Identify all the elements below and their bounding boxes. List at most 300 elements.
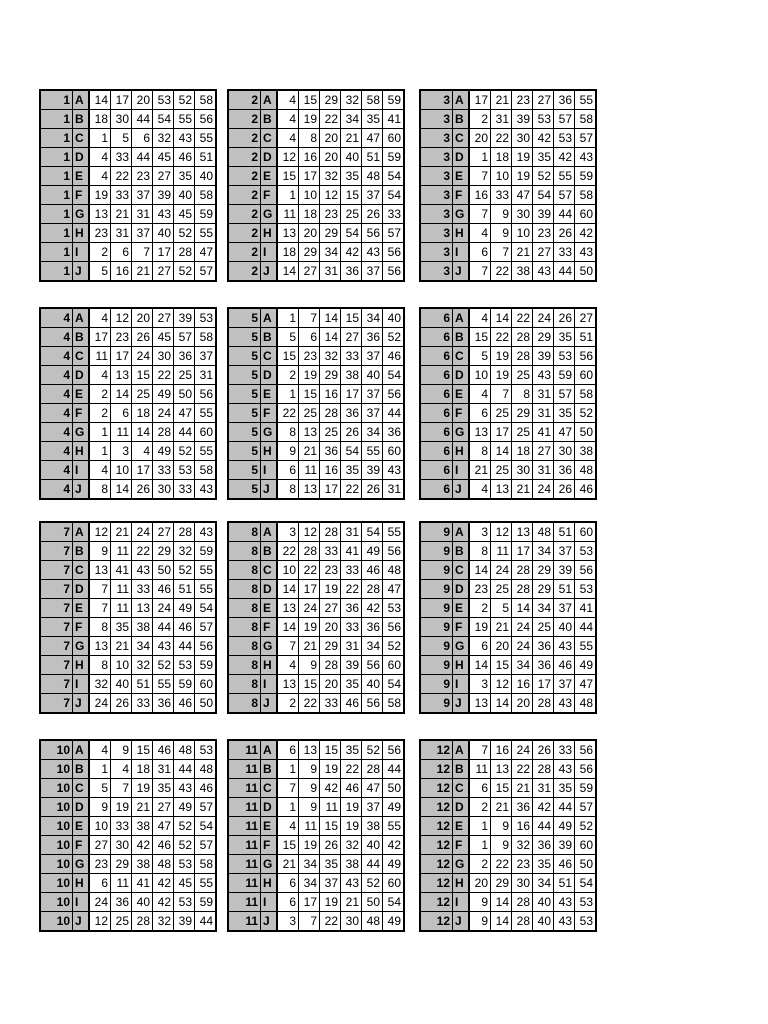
number-cell: 50 bbox=[362, 893, 383, 912]
number-cell: 35 bbox=[174, 167, 195, 186]
number-cell: 34 bbox=[533, 599, 554, 618]
number-cell: 43 bbox=[341, 874, 362, 893]
number-cell: 54 bbox=[533, 186, 554, 205]
number-cell: 42 bbox=[554, 148, 575, 167]
number-cell: 6 bbox=[277, 461, 299, 480]
number-cell: 20 bbox=[320, 675, 341, 694]
number-cell: 44 bbox=[195, 912, 217, 932]
number-cell: 24 bbox=[132, 347, 153, 366]
number-cell: 57 bbox=[575, 798, 597, 817]
number-cell: 52 bbox=[575, 404, 597, 423]
number-cell: 31 bbox=[153, 760, 174, 779]
row-letter: I bbox=[261, 243, 278, 262]
number-cell: 7 bbox=[469, 262, 491, 282]
row-letter: F bbox=[73, 836, 90, 855]
number-cell: 40 bbox=[195, 167, 217, 186]
number-cell: 34 bbox=[512, 656, 533, 675]
block-number: 10 bbox=[40, 760, 73, 779]
number-cell: 49 bbox=[575, 656, 597, 675]
number-cell: 58 bbox=[575, 110, 597, 129]
number-cell: 30 bbox=[111, 110, 132, 129]
number-cell: 37 bbox=[320, 874, 341, 893]
block-number: 8 bbox=[228, 694, 261, 714]
block-number: 11 bbox=[228, 893, 261, 912]
number-cell: 15 bbox=[299, 385, 320, 404]
table-row bbox=[420, 740, 596, 760]
number-block-2 bbox=[227, 89, 405, 282]
number-cell: 58 bbox=[195, 461, 217, 480]
number-cell: 19 bbox=[299, 110, 320, 129]
number-cell: 9 bbox=[89, 798, 111, 817]
number-cell: 13 bbox=[469, 694, 491, 714]
number-cell: 22 bbox=[341, 760, 362, 779]
number-cell: 25 bbox=[533, 618, 554, 637]
table-row bbox=[420, 580, 596, 599]
number-cell: 21 bbox=[341, 129, 362, 148]
number-cell: 3 bbox=[277, 912, 299, 932]
number-cell: 2 bbox=[277, 366, 299, 385]
number-cell: 37 bbox=[362, 262, 383, 282]
number-cell: 42 bbox=[153, 874, 174, 893]
number-cell: 51 bbox=[174, 580, 195, 599]
table-row bbox=[420, 205, 596, 224]
number-cell: 43 bbox=[153, 637, 174, 656]
number-cell: 49 bbox=[554, 817, 575, 836]
number-cell: 13 bbox=[132, 599, 153, 618]
table-row bbox=[40, 580, 216, 599]
number-cell: 56 bbox=[575, 347, 597, 366]
row-letter: G bbox=[73, 855, 90, 874]
number-cell: 32 bbox=[512, 836, 533, 855]
number-cell: 23 bbox=[512, 90, 533, 110]
row-letter: A bbox=[261, 522, 278, 542]
number-cell: 44 bbox=[153, 618, 174, 637]
number-cell: 30 bbox=[512, 461, 533, 480]
row-letter: B bbox=[73, 542, 90, 561]
number-cell: 6 bbox=[469, 404, 491, 423]
number-cell: 30 bbox=[554, 442, 575, 461]
number-cell: 42 bbox=[320, 779, 341, 798]
number-cell: 34 bbox=[299, 855, 320, 874]
number-cell: 1 bbox=[277, 186, 299, 205]
number-cell: 36 bbox=[362, 618, 383, 637]
number-cell: 41 bbox=[383, 110, 405, 129]
number-cell: 54 bbox=[341, 224, 362, 243]
number-cell: 17 bbox=[111, 347, 132, 366]
block-number: 11 bbox=[228, 912, 261, 932]
block-number: 2 bbox=[228, 110, 261, 129]
block-number: 5 bbox=[228, 423, 261, 442]
row-letter: I bbox=[73, 893, 90, 912]
number-cell: 36 bbox=[320, 442, 341, 461]
number-cell: 33 bbox=[341, 561, 362, 580]
number-cell: 36 bbox=[174, 347, 195, 366]
number-cell: 49 bbox=[174, 599, 195, 618]
row-letter: J bbox=[453, 480, 470, 500]
number-cell: 52 bbox=[174, 262, 195, 282]
number-cell: 31 bbox=[195, 366, 217, 385]
number-cell: 59 bbox=[195, 656, 217, 675]
number-cell: 17 bbox=[132, 461, 153, 480]
row-letter: A bbox=[73, 740, 90, 760]
number-cell: 13 bbox=[299, 423, 320, 442]
block-number: 1 bbox=[40, 129, 73, 148]
number-cell: 13 bbox=[512, 522, 533, 542]
number-cell: 12 bbox=[89, 522, 111, 542]
row-letter: J bbox=[73, 262, 90, 282]
table-row bbox=[420, 442, 596, 461]
block-number: 12 bbox=[420, 855, 453, 874]
number-cell: 14 bbox=[469, 561, 491, 580]
block-number: 2 bbox=[228, 148, 261, 167]
number-cell: 43 bbox=[554, 694, 575, 714]
block-number: 12 bbox=[420, 874, 453, 893]
row-letter: J bbox=[261, 262, 278, 282]
number-cell: 44 bbox=[383, 404, 405, 423]
row-letter: A bbox=[453, 740, 470, 760]
row-letter: G bbox=[261, 637, 278, 656]
number-cell: 23 bbox=[512, 855, 533, 874]
table-row bbox=[420, 599, 596, 618]
number-cell: 60 bbox=[195, 423, 217, 442]
block-number: 9 bbox=[420, 694, 453, 714]
number-cell: 3 bbox=[469, 522, 491, 542]
number-cell: 52 bbox=[174, 561, 195, 580]
number-cell: 55 bbox=[153, 675, 174, 694]
block-number: 2 bbox=[228, 167, 261, 186]
number-cell: 17 bbox=[153, 243, 174, 262]
number-cell: 21 bbox=[111, 522, 132, 542]
number-cell: 26 bbox=[554, 308, 575, 328]
table-row bbox=[40, 129, 216, 148]
number-cell: 41 bbox=[575, 599, 597, 618]
number-cell: 20 bbox=[512, 694, 533, 714]
number-cell: 7 bbox=[277, 779, 299, 798]
number-cell: 40 bbox=[362, 675, 383, 694]
number-cell: 26 bbox=[533, 740, 554, 760]
number-cell: 57 bbox=[554, 385, 575, 404]
number-cell: 53 bbox=[153, 90, 174, 110]
number-cell: 46 bbox=[174, 148, 195, 167]
number-cell: 29 bbox=[320, 224, 341, 243]
block-number: 3 bbox=[420, 148, 453, 167]
number-cell: 9 bbox=[299, 798, 320, 817]
number-cell: 36 bbox=[512, 798, 533, 817]
number-block-8 bbox=[227, 521, 405, 714]
number-cell: 35 bbox=[111, 618, 132, 637]
number-cell: 19 bbox=[111, 798, 132, 817]
number-cell: 20 bbox=[299, 224, 320, 243]
number-cell: 33 bbox=[554, 243, 575, 262]
number-cell: 28 bbox=[174, 522, 195, 542]
number-cell: 37 bbox=[195, 347, 217, 366]
number-cell: 32 bbox=[153, 129, 174, 148]
block-number: 9 bbox=[420, 637, 453, 656]
number-cell: 52 bbox=[174, 224, 195, 243]
number-cell: 10 bbox=[111, 656, 132, 675]
table-row bbox=[228, 637, 404, 656]
row-letter: D bbox=[261, 798, 278, 817]
number-cell: 54 bbox=[383, 366, 405, 385]
number-cell: 19 bbox=[89, 186, 111, 205]
number-block-9 bbox=[419, 521, 597, 714]
number-cell: 12 bbox=[491, 522, 512, 542]
number-cell: 49 bbox=[383, 912, 405, 932]
number-cell: 44 bbox=[174, 423, 195, 442]
number-cell: 28 bbox=[512, 328, 533, 347]
table-row bbox=[228, 129, 404, 148]
number-cell: 36 bbox=[111, 893, 132, 912]
number-cell: 14 bbox=[320, 308, 341, 328]
number-block-12 bbox=[419, 739, 597, 932]
table-row bbox=[420, 243, 596, 262]
number-cell: 32 bbox=[341, 90, 362, 110]
block-number: 2 bbox=[228, 224, 261, 243]
row-letter: I bbox=[261, 461, 278, 480]
number-cell: 57 bbox=[195, 836, 217, 855]
block-number: 8 bbox=[228, 522, 261, 542]
number-cell: 22 bbox=[491, 262, 512, 282]
number-cell: 47 bbox=[174, 404, 195, 423]
number-block-11 bbox=[227, 739, 405, 932]
number-cell: 58 bbox=[195, 855, 217, 874]
number-cell: 36 bbox=[533, 836, 554, 855]
number-cell: 41 bbox=[132, 874, 153, 893]
number-cell: 21 bbox=[512, 480, 533, 500]
number-cell: 18 bbox=[132, 760, 153, 779]
number-cell: 52 bbox=[174, 90, 195, 110]
number-cell: 15 bbox=[469, 328, 491, 347]
number-cell: 59 bbox=[383, 90, 405, 110]
table-row bbox=[420, 129, 596, 148]
number-cell: 19 bbox=[491, 366, 512, 385]
number-cell: 13 bbox=[299, 480, 320, 500]
table-row bbox=[420, 817, 596, 836]
number-cell: 17 bbox=[111, 90, 132, 110]
number-cell: 17 bbox=[299, 580, 320, 599]
block-number: 12 bbox=[420, 798, 453, 817]
number-cell: 27 bbox=[153, 308, 174, 328]
number-cell: 27 bbox=[299, 262, 320, 282]
number-cell: 37 bbox=[362, 404, 383, 423]
number-cell: 60 bbox=[575, 366, 597, 385]
number-cell: 25 bbox=[174, 366, 195, 385]
number-cell: 47 bbox=[362, 129, 383, 148]
number-cell: 48 bbox=[174, 740, 195, 760]
number-cell: 5 bbox=[89, 779, 111, 798]
table-row bbox=[228, 675, 404, 694]
number-cell: 25 bbox=[111, 912, 132, 932]
row-letter: D bbox=[73, 148, 90, 167]
number-cell: 36 bbox=[554, 461, 575, 480]
number-cell: 22 bbox=[132, 542, 153, 561]
table-row bbox=[420, 308, 596, 328]
number-cell: 52 bbox=[362, 874, 383, 893]
block-number: 3 bbox=[420, 167, 453, 186]
number-cell: 52 bbox=[575, 817, 597, 836]
number-cell: 6 bbox=[111, 404, 132, 423]
number-cell: 59 bbox=[575, 779, 597, 798]
number-cell: 54 bbox=[383, 893, 405, 912]
table-row bbox=[228, 855, 404, 874]
table-row bbox=[420, 423, 596, 442]
table-row bbox=[228, 347, 404, 366]
number-cell: 4 bbox=[469, 308, 491, 328]
number-cell: 41 bbox=[111, 561, 132, 580]
number-cell: 37 bbox=[362, 186, 383, 205]
block-number: 11 bbox=[228, 779, 261, 798]
number-cell: 7 bbox=[132, 243, 153, 262]
block-number: 6 bbox=[420, 347, 453, 366]
number-cell: 51 bbox=[554, 874, 575, 893]
number-cell: 47 bbox=[153, 817, 174, 836]
number-cell: 58 bbox=[362, 90, 383, 110]
number-cell: 43 bbox=[195, 480, 217, 500]
number-cell: 36 bbox=[341, 599, 362, 618]
block-number: 11 bbox=[228, 874, 261, 893]
number-cell: 59 bbox=[383, 148, 405, 167]
number-cell: 9 bbox=[111, 740, 132, 760]
number-cell: 8 bbox=[277, 423, 299, 442]
number-cell: 56 bbox=[575, 740, 597, 760]
block-number: 6 bbox=[420, 461, 453, 480]
row-letter: F bbox=[73, 186, 90, 205]
block-number: 10 bbox=[40, 836, 73, 855]
number-cell: 48 bbox=[153, 855, 174, 874]
block-number: 5 bbox=[228, 347, 261, 366]
number-cell: 22 bbox=[299, 694, 320, 714]
number-cell: 46 bbox=[153, 836, 174, 855]
number-cell: 38 bbox=[512, 262, 533, 282]
number-cell: 11 bbox=[111, 599, 132, 618]
number-cell: 23 bbox=[469, 580, 491, 599]
number-cell: 2 bbox=[469, 798, 491, 817]
row-letter: H bbox=[453, 442, 470, 461]
number-cell: 34 bbox=[320, 243, 341, 262]
number-cell: 32 bbox=[153, 912, 174, 932]
table-row bbox=[420, 618, 596, 637]
number-cell: 15 bbox=[320, 740, 341, 760]
block-number: 12 bbox=[420, 817, 453, 836]
number-cell: 2 bbox=[469, 599, 491, 618]
number-cell: 33 bbox=[132, 694, 153, 714]
number-cell: 47 bbox=[512, 186, 533, 205]
number-cell: 30 bbox=[153, 480, 174, 500]
number-cell: 49 bbox=[153, 385, 174, 404]
row-letter: I bbox=[453, 243, 470, 262]
number-cell: 56 bbox=[383, 262, 405, 282]
number-cell: 31 bbox=[320, 262, 341, 282]
number-cell: 1 bbox=[89, 129, 111, 148]
number-cell: 44 bbox=[362, 855, 383, 874]
number-cell: 39 bbox=[533, 205, 554, 224]
number-cell: 33 bbox=[341, 347, 362, 366]
number-cell: 29 bbox=[512, 404, 533, 423]
row-letter: C bbox=[453, 561, 470, 580]
number-cell: 44 bbox=[533, 817, 554, 836]
row-letter: G bbox=[261, 423, 278, 442]
number-cell: 21 bbox=[132, 798, 153, 817]
number-cell: 33 bbox=[174, 480, 195, 500]
number-cell: 55 bbox=[575, 637, 597, 656]
number-cell: 15 bbox=[341, 186, 362, 205]
number-cell: 19 bbox=[341, 798, 362, 817]
row-letter: E bbox=[261, 385, 278, 404]
number-cell: 23 bbox=[533, 224, 554, 243]
block-number: 4 bbox=[40, 442, 73, 461]
table-row bbox=[228, 461, 404, 480]
number-cell: 54 bbox=[195, 817, 217, 836]
number-cell: 14 bbox=[491, 442, 512, 461]
number-cell: 14 bbox=[491, 308, 512, 328]
number-cell: 53 bbox=[195, 740, 217, 760]
row-letter: D bbox=[453, 580, 470, 599]
number-cell: 56 bbox=[362, 224, 383, 243]
row-letter: H bbox=[73, 874, 90, 893]
number-cell: 59 bbox=[575, 167, 597, 186]
number-cell: 26 bbox=[132, 480, 153, 500]
number-cell: 2 bbox=[469, 855, 491, 874]
row-letter: D bbox=[453, 366, 470, 385]
table-row bbox=[420, 912, 596, 932]
number-cell: 46 bbox=[195, 779, 217, 798]
block-number: 3 bbox=[420, 186, 453, 205]
block-number: 12 bbox=[420, 893, 453, 912]
number-cell: 21 bbox=[341, 893, 362, 912]
block-number: 7 bbox=[40, 694, 73, 714]
row-letter: A bbox=[453, 522, 470, 542]
number-cell: 16 bbox=[512, 675, 533, 694]
table-row bbox=[40, 542, 216, 561]
row-letter: F bbox=[261, 618, 278, 637]
block-number: 7 bbox=[40, 675, 73, 694]
number-cell: 27 bbox=[341, 328, 362, 347]
number-cell: 29 bbox=[320, 90, 341, 110]
table-row bbox=[228, 618, 404, 637]
number-cell: 27 bbox=[153, 798, 174, 817]
number-cell: 29 bbox=[320, 366, 341, 385]
number-cell: 6 bbox=[277, 740, 299, 760]
number-block-7 bbox=[39, 521, 217, 714]
number-cell: 32 bbox=[89, 675, 111, 694]
number-cell: 11 bbox=[299, 461, 320, 480]
table-row bbox=[228, 798, 404, 817]
number-cell: 6 bbox=[277, 893, 299, 912]
table-row bbox=[40, 637, 216, 656]
number-cell: 39 bbox=[153, 186, 174, 205]
row-letter: C bbox=[261, 129, 278, 148]
number-cell: 35 bbox=[341, 461, 362, 480]
number-cell: 55 bbox=[195, 874, 217, 893]
number-cell: 1 bbox=[277, 798, 299, 817]
number-cell: 21 bbox=[299, 637, 320, 656]
block-number: 2 bbox=[228, 90, 261, 110]
block-number: 3 bbox=[420, 129, 453, 148]
number-cell: 16 bbox=[320, 461, 341, 480]
number-cell: 13 bbox=[89, 205, 111, 224]
number-cell: 22 bbox=[341, 480, 362, 500]
row-letter: C bbox=[261, 347, 278, 366]
number-cell: 20 bbox=[469, 874, 491, 893]
number-cell: 4 bbox=[277, 90, 299, 110]
number-cell: 40 bbox=[362, 836, 383, 855]
table-row bbox=[228, 90, 404, 110]
block-number: 3 bbox=[420, 110, 453, 129]
row-letter: H bbox=[73, 224, 90, 243]
number-cell: 46 bbox=[554, 855, 575, 874]
number-cell: 52 bbox=[174, 817, 195, 836]
number-cell: 8 bbox=[89, 618, 111, 637]
